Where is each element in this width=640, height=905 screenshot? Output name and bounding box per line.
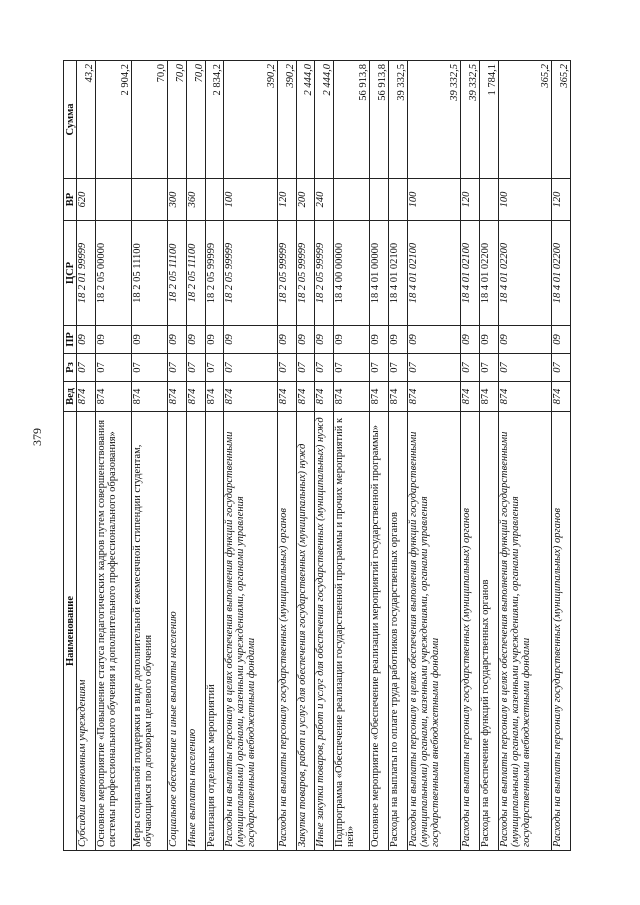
cell-name: Расходы на выплаты персоналу в целях обеспечения выполнения функций государственными (муниципальными) органами, казенными учреждениями, органами управления государственными внебюджетными фондами [224,412,277,851]
cell-ved: 874 [205,382,224,412]
cell-pr: 09 [224,326,277,354]
cell-csr: 18 2 05 99999 [315,221,334,326]
cell-rz: 07 [334,354,370,382]
table-row [205,61,224,851]
table-row [407,61,460,851]
cell-pr: 09 [205,326,224,354]
cell-rz: 07 [167,354,186,382]
cell-ved: 874 [224,382,277,412]
cell-ved: 874 [552,382,571,412]
cell-vr [205,179,224,221]
cell-name: Закупка товаров, работ и услуг для обеспечения государственных (муниципальных) нужд [296,412,315,851]
cell-name: Реализация отдельных мероприятий [205,412,224,851]
cell-pr: 09 [407,326,460,354]
table-row [552,61,571,851]
cell-pr: 09 [334,326,370,354]
cell-vr: 120 [552,179,571,221]
header-pr: ПР [64,326,77,354]
cell-csr: 18 4 01 02200 [552,221,571,326]
cell-csr: 18 4 01 00000 [370,221,389,326]
cell-ved: 874 [389,382,408,412]
table-row [95,61,131,851]
table-row [370,61,389,851]
cell-rz: 07 [186,354,205,382]
cell-ved: 874 [131,382,167,412]
cell-csr: 18 2 05 99999 [296,221,315,326]
cell-sum: 39 332,5 [389,61,408,179]
cell-name: Иные выплаты населению [186,412,205,851]
cell-pr: 09 [479,326,498,354]
cell-vr [334,179,370,221]
cell-name: Меры социальной поддержки в виде дополнительной ежемесячной стипендии студентам, обучающимся по договорам целевого обучения [131,412,167,851]
cell-csr: 18 4 01 02200 [498,221,551,326]
cell-name: Расходы на выплаты персоналу в целях обеспечения выполнения функций государственными (муниципальными) органами, казенными учреждениями, органами управления государственными внебюджетными фондами [407,412,460,851]
cell-sum: 365,2 [498,61,551,179]
table-row [389,61,408,851]
table-row [498,61,551,851]
cell-csr: 18 2 05 11100 [167,221,186,326]
cell-rz: 07 [407,354,460,382]
cell-sum: 2 904,2 [95,61,131,179]
header-ved: Вед [64,382,77,412]
cell-ved: 874 [370,382,389,412]
cell-ved: 874 [461,382,480,412]
cell-sum: 2 834,2 [205,61,224,179]
cell-csr: 18 2 05 99999 [205,221,224,326]
cell-sum: 56 913,8 [370,61,389,179]
cell-pr: 09 [296,326,315,354]
cell-rz: 07 [461,354,480,382]
cell-pr: 09 [461,326,480,354]
cell-name: Расходы на выплаты персоналу государственных (муниципальных) органов [277,412,296,851]
cell-name: Подпрограмма «Обеспечение реализации государственной программы и прочих мероприятий к ней» [334,412,370,851]
table-row [461,61,480,851]
cell-ved: 874 [334,382,370,412]
cell-rz: 07 [277,354,296,382]
cell-rz: 07 [479,354,498,382]
page-number: 379 [30,428,44,446]
cell-sum: 43,2 [77,61,96,179]
cell-vr: 120 [461,179,480,221]
cell-sum: 390,2 [224,61,277,179]
cell-pr: 09 [552,326,571,354]
cell-name: Социальное обеспечение и иные выплаты населению [167,412,186,851]
cell-pr: 09 [77,326,96,354]
cell-vr: 120 [277,179,296,221]
table-row [334,61,370,851]
cell-csr: 18 2 05 11100 [131,221,167,326]
cell-csr: 18 4 01 02200 [479,221,498,326]
cell-sum: 70,0 [186,61,205,179]
cell-vr: 620 [77,179,96,221]
cell-sum: 70,0 [167,61,186,179]
cell-ved: 874 [479,382,498,412]
cell-vr: 100 [407,179,460,221]
table-row [167,61,186,851]
cell-rz: 07 [389,354,408,382]
cell-rz: 07 [315,354,334,382]
budget-table [63,60,571,851]
cell-vr [131,179,167,221]
cell-sum: 56 913,8 [334,61,370,179]
cell-rz: 07 [552,354,571,382]
table-row [315,61,334,851]
cell-vr: 100 [498,179,551,221]
table-row [296,61,315,851]
cell-rz: 07 [131,354,167,382]
cell-rz: 07 [370,354,389,382]
cell-vr: 200 [296,179,315,221]
table-header-row [64,61,77,851]
cell-rz: 07 [205,354,224,382]
cell-sum: 390,2 [277,61,296,179]
header-sum: Сумма [64,61,77,179]
table-row [186,61,205,851]
cell-csr: 18 2 05 11100 [186,221,205,326]
cell-vr: 240 [315,179,334,221]
cell-rz: 07 [498,354,551,382]
cell-sum: 2 444,0 [296,61,315,179]
cell-vr [389,179,408,221]
cell-ved: 874 [186,382,205,412]
cell-pr: 09 [167,326,186,354]
cell-pr: 09 [131,326,167,354]
cell-ved: 874 [407,382,460,412]
cell-sum: 39 332,5 [461,61,480,179]
cell-name: Расходы на обеспечение функций государственных органов [479,412,498,851]
cell-csr: 18 4 01 02100 [461,221,480,326]
cell-vr [479,179,498,221]
cell-sum: 2 444,0 [315,61,334,179]
table-row [131,61,167,851]
cell-ved: 874 [95,382,131,412]
header-vr: ВР [64,179,77,221]
cell-ved: 874 [498,382,551,412]
table-row [77,61,96,851]
cell-ved: 874 [167,382,186,412]
cell-ved: 874 [296,382,315,412]
cell-vr: 360 [186,179,205,221]
cell-pr: 09 [277,326,296,354]
cell-pr: 09 [95,326,131,354]
cell-vr: 100 [224,179,277,221]
header-csr: ЦСР [64,221,77,326]
cell-rz: 07 [296,354,315,382]
cell-name: Расходы на выплаты персоналу государственных (муниципальных) органов [461,412,480,851]
cell-name: Расходы на выплаты персоналу государственных (муниципальных) органов [552,412,571,851]
cell-name: Основное мероприятие «Повышение статуса педагогических кадров путем совершенствования системы профессионального обучения и дополнительного профессионального образования» [95,412,131,851]
table-row [479,61,498,851]
cell-sum: 39 332,5 [407,61,460,179]
cell-csr: 18 4 01 02100 [389,221,408,326]
table-row [224,61,277,851]
cell-ved: 874 [315,382,334,412]
cell-vr [370,179,389,221]
cell-pr: 09 [370,326,389,354]
cell-ved: 874 [77,382,96,412]
cell-csr: 18 2 01 99999 [77,221,96,326]
cell-pr: 09 [315,326,334,354]
cell-csr: 18 2 05 99999 [224,221,277,326]
cell-pr: 09 [186,326,205,354]
cell-vr: 300 [167,179,186,221]
cell-name: Расходы на выплаты персоналу в целях обеспечения выполнения функций государственными (муниципальными) органами, казенными учреждениями, органами управления государственными внебюджетными фондами [498,412,551,851]
cell-csr: 18 4 01 02100 [407,221,460,326]
cell-vr [95,179,131,221]
table-row [277,61,296,851]
cell-ved: 874 [277,382,296,412]
rotated-page [63,61,571,851]
cell-sum: 70,0 [131,61,167,179]
header-rz: Рз [64,354,77,382]
cell-csr: 18 2 05 99999 [277,221,296,326]
cell-name: Основное мероприятие «Обеспечение реализации мероприятий государственной программы» [370,412,389,851]
cell-rz: 07 [224,354,277,382]
cell-rz: 07 [77,354,96,382]
cell-name: Расходы на выплаты по оплате труда работников государственных органов [389,412,408,851]
cell-name: Иные закупки товаров, работ и услуг для обеспечения государственных (муниципальных) нужд [315,412,334,851]
header-name: Наименование [64,412,77,851]
cell-sum: 365,2 [552,61,571,179]
cell-name: Субсидии автономным учреждениям [77,412,96,851]
cell-rz: 07 [95,354,131,382]
cell-csr: 18 2 05 00000 [95,221,131,326]
cell-csr: 18 4 00 00000 [334,221,370,326]
cell-pr: 09 [498,326,551,354]
cell-sum: 1 784,1 [479,61,498,179]
cell-pr: 09 [389,326,408,354]
